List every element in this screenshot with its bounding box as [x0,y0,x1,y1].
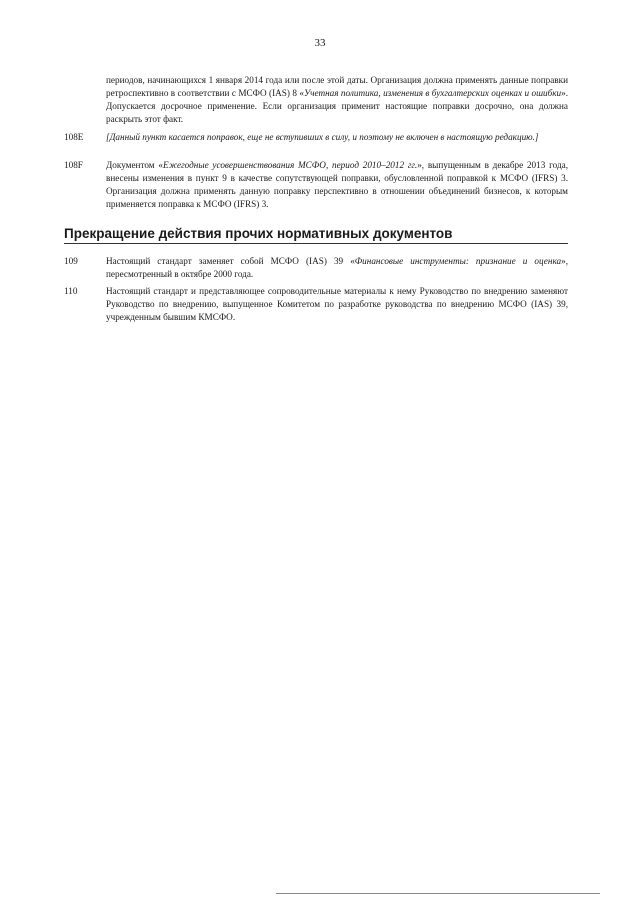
text-part-2: », пересмотренный в октябре 2000 года. [106,256,568,279]
paragraph-number: 110 [64,286,78,296]
paragraph-text [106,159,568,211]
text-italic: Финансовые инструменты: признание и оценка [354,256,562,266]
paragraph-text: Настоящий стандарт и представляющее сопроводительные материалы к нему Руководство по внедрению заменяют Руководство по внедрению, выпущенное Комитетом по разработке руководства по внедрению МСФО (IAS) 39, учрежденным бывшим КМСФО. [106,286,568,322]
paragraph-number: 108F [64,160,83,170]
paragraph-number: 108E [64,132,84,142]
paragraph-108f [64,159,568,211]
intro-italic: Учетная политика, изменения в бухгалтерских оценках и ошибки [303,88,562,98]
text-part-1: Настоящий стандарт заменяет собой МСФО (IAS) 39 « [106,256,355,266]
paragraph-text: [Данный пункт касается поправок, еще не вступивших в силу, и поэтому не включен в настоящую редакцию.] [106,132,539,142]
text-italic: Ежегодные усовершенствования МСФО, период 2010–2012 гг. [162,160,418,170]
section-heading: Прекращение действия прочих нормативных документов [64,226,568,244]
intro-text-2: ». Допускается досрочное применение. Если организация применит настоящие поправки досрочно, она должна раскрыть этот факт. [106,88,568,124]
intro-paragraph [106,74,568,126]
paragraph-108e [64,131,568,144]
text-part-1: Документом « [106,160,163,170]
paragraph-109 [64,255,568,281]
text-part-2: », выпущенным в декабре 2013 года, внесены изменения в пункт 9 в качестве сопутствующей поправки, обусловленной поправкой к МСФО (IFRS) 3. Организация должна применять данную поправку перспективно в отношении объединений бизнесов, к которым применяется поправка к МСФО (IFRS) 3. [106,160,568,209]
paragraph-text [106,255,568,281]
paragraph-number: 109 [64,256,78,266]
paragraph-110 [64,285,568,324]
footer-rule [276,893,600,894]
intro-text-1: периодов, начинающихся 1 января 2014 года или после этой даты. Организация должна применять данные поправки ретроспективно в соответствии с МСФО (IAS) 8 « [106,75,568,98]
page-number: 33 [314,37,326,49]
